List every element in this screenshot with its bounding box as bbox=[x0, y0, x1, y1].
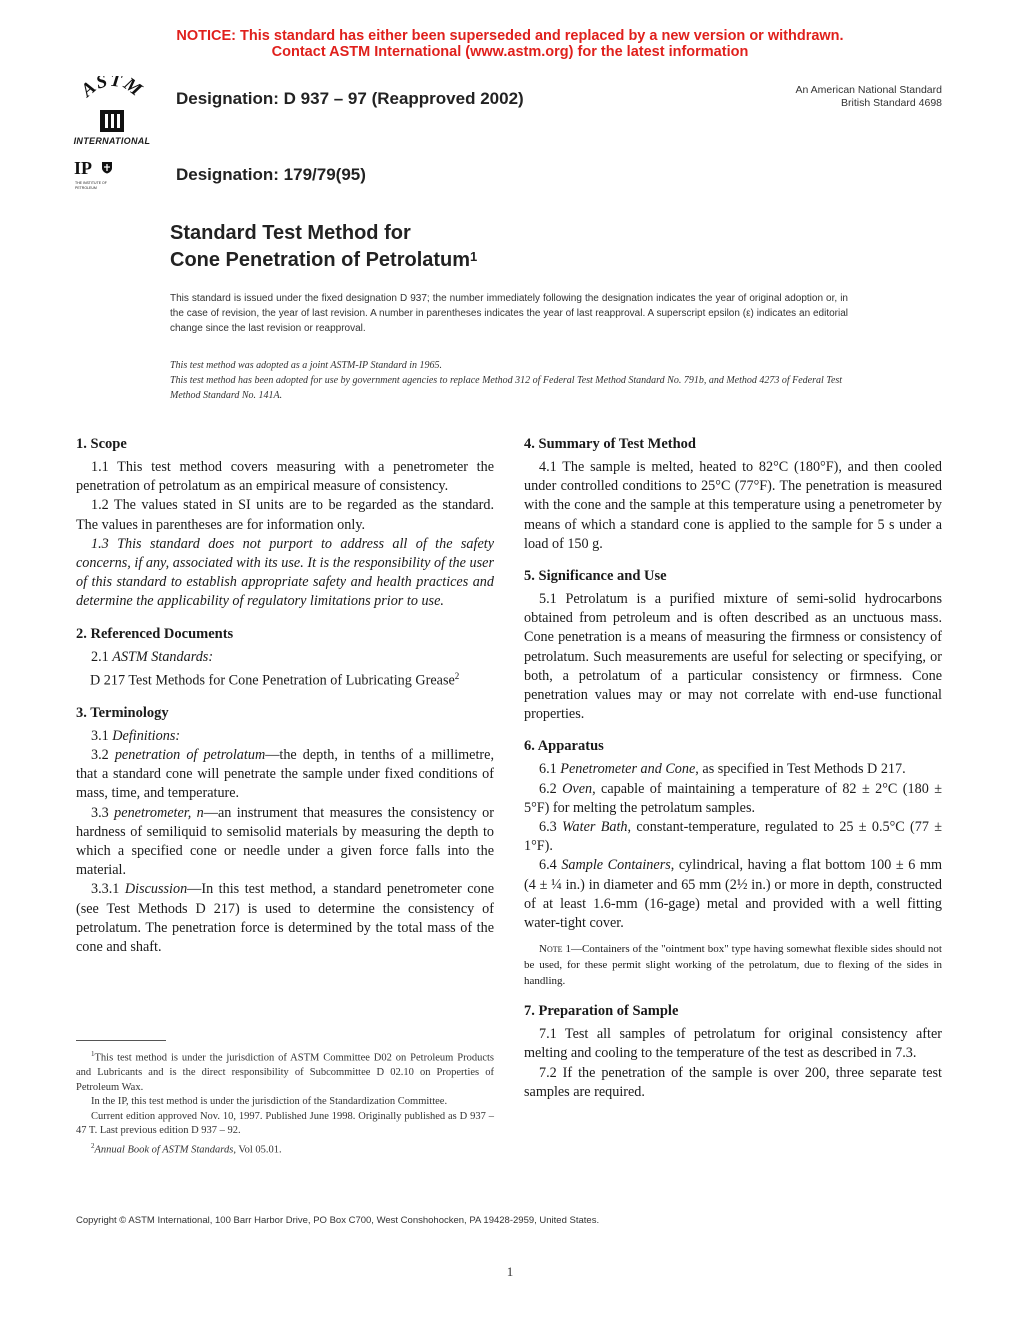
designation: Designation: D 937 – 97 (Reapproved 2002) bbox=[176, 89, 524, 108]
right-column bbox=[524, 434, 942, 1102]
para-6-3-text: , constant-temperature, regulated to 25 ± 0.5°C (77 ± 1°F). bbox=[524, 819, 943, 855]
notice-line-1: NOTICE: This standard has either been superseded and replaced by a new version or withdrawn. bbox=[176, 28, 844, 44]
para-3-3-1-term: Discussion bbox=[124, 881, 188, 898]
section-2-heading: 2. Referenced Documents bbox=[76, 625, 234, 642]
section-4-heading: 4. Summary of Test Method bbox=[524, 436, 696, 452]
footnote-rule bbox=[76, 1040, 166, 1041]
para-6-4-text: , cylindrical, having a flat bottom 100 ± 6 mm (4 ± ¼ in.) in diameter and 65 mm (2½ in.) or more in depth, constructed of at least 1.6-mm (16-gage) metal and provided with a well fitting water-tight cover. bbox=[524, 857, 943, 932]
para-1-2: 1.2 The values stated in SI units are to be regarded as the standard. The values in parentheses are for information only. bbox=[76, 497, 494, 533]
para-3-3 bbox=[76, 804, 494, 881]
para-6-1-text: , as specified in Test Methods D 217. bbox=[695, 761, 906, 778]
ref-d217-text: D 217 Test Methods for Cone Penetration of Lubricating Grease bbox=[90, 672, 455, 689]
para-7-1: 7.1 Test all samples of petrolatum for original consistency after melting and cooling to the temperature of the test as described in 7.3. bbox=[524, 1026, 942, 1062]
para-3-3-1-text: —In this test method, a standard penetrometer cone (see Test Methods D 217) is used to determine the consistency of petrolatum. The penetration force is determined by the total mass of the cone and shaft. bbox=[76, 881, 495, 955]
adoption-note bbox=[170, 358, 848, 403]
para-3-3-1 bbox=[76, 880, 494, 957]
section-3-heading: 3. Terminology bbox=[76, 704, 169, 721]
para-6-1-term: Penetrometer and Cone bbox=[560, 761, 696, 778]
section-1-heading: 1. Scope bbox=[76, 436, 127, 452]
para-3-1-label: Definitions: bbox=[112, 727, 181, 744]
para-3-2-term: penetration of petrolatum bbox=[114, 746, 266, 763]
para-3-3-text: —an instrument that measures the consistency or hardness of semiliquid to semisolid materials by measuring the depth to which a specified cone or needle under a given force falls into the material. bbox=[76, 804, 495, 879]
para-6-3-num: 6.3 bbox=[539, 819, 557, 836]
para-7-2: 7.2 If the penetration of the sample is over 200, three separate test samples are required. bbox=[524, 1064, 942, 1100]
para-4-1: 4.1 The sample is melted, heated to 82°C (180°F), and then cooled under controlled conditions to 25°C (77°F). The penetration is measured with the cone and the sample at this temperature using a penetrometer by means of which a standard cone is applied to the sample for 5 s under a load of 150 g. bbox=[524, 459, 942, 552]
para-2-1-num: 2.1 bbox=[91, 648, 109, 665]
footnote-2 bbox=[76, 1139, 494, 1158]
para-3-1 bbox=[76, 727, 494, 746]
ip-logo-text: IP bbox=[74, 158, 92, 178]
footnote-1b: In the IP, this test method is under the jurisdiction of the Standardization Committee. bbox=[91, 1096, 448, 1107]
ip-designation: Designation: 179/79(95) bbox=[176, 165, 366, 184]
para-1-3: 1.3 This standard does not purport to address all of the safety concerns, if any, associated with its use. It is the responsibility of the user of this standard to establish appropriate safety and health practices and determine the applicability of regulatory limitations prior to use. bbox=[76, 535, 494, 610]
adoption-line-1: This test method was adopted as a joint ASTM-IP Standard in 1965. bbox=[170, 360, 443, 371]
supersession-notice bbox=[0, 28, 1020, 60]
para-3-2-num: 3.2 bbox=[91, 746, 109, 763]
para-6-4-term: Sample Containers bbox=[561, 857, 671, 874]
footnote-1-mark: 1 bbox=[91, 1050, 95, 1058]
para-2-1-label: ASTM Standards: bbox=[112, 648, 214, 665]
section-5-heading: 5. Significance and Use bbox=[524, 568, 667, 585]
astm-logo-caption: INTERNATIONAL bbox=[73, 136, 151, 146]
para-3-2 bbox=[76, 746, 494, 804]
footnote-1c: Current edition approved Nov. 10, 1997. Published June 1998. Originally published as D 937 – 47 T. Last previous edition D 937 – 92. bbox=[76, 1110, 494, 1136]
american-national-standard: An American National Standard bbox=[795, 84, 942, 96]
para-3-3-1-num: 3.3.1 bbox=[91, 881, 120, 898]
para-1-1: 1.1 This test method covers measuring with a penetrometer the penetration of petrolatum as an empirical measure of consistency. bbox=[76, 459, 494, 495]
title-line-1: Standard Test Method for bbox=[170, 222, 411, 244]
footnotes bbox=[76, 1047, 494, 1158]
para-5-1: 5.1 Petrolatum is a purified mixture of semi-solid hydrocarbons obtained from petroleum and is often described as an unctuous mass. Cone penetration is a means of measuring the firmness or consistency of petrolatum. Such measurements are useful for selecting or specifying, or both, a petrolatum of a particular consistency or firmness. Cone penetration values may or may not correlate with end-use functional properties. bbox=[524, 591, 942, 723]
british-standard: British Standard 4698 bbox=[841, 97, 942, 109]
footnote-2-mark: 2 bbox=[91, 1141, 95, 1150]
para-6-2 bbox=[524, 780, 942, 818]
ip-logo-caption: THE INSTITUTE OF PETROLEUM bbox=[75, 181, 107, 190]
footnote-1-text: This test method is under the jurisdiction of ASTM Committee D02 on Petroleum Products and Lubricants and is the direct responsibility of Subcommittee D 02.10 on Properties of Petroleum Wax. bbox=[76, 1052, 494, 1093]
page-number: 1 bbox=[506, 1264, 514, 1279]
para-3-1-num: 3.1 bbox=[91, 727, 109, 744]
ip-logo bbox=[74, 158, 118, 194]
note-1-label: Note 1 bbox=[539, 943, 571, 956]
note-1-text: —Containers of the "ointment box" type having somewhat flexible sides should not be used, for these permit slight working of the petrolatum, due to flexing of the sides in handling. bbox=[524, 943, 942, 988]
para-6-4-num: 6.4 bbox=[539, 857, 557, 874]
para-6-3-term: Water Bath bbox=[562, 819, 628, 836]
left-column bbox=[76, 434, 494, 957]
section-6-heading: 6. Apparatus bbox=[524, 738, 604, 755]
para-6-1 bbox=[524, 760, 942, 779]
para-3-3-term: penetrometer, n bbox=[114, 804, 204, 821]
adoption-line-2: This test method has been adopted for use by government agencies to replace Method 312 of Federal Test Method Standard No. 791b, and Method 4273 of Federal Test Method Standard No. 141A. bbox=[170, 375, 843, 401]
para-6-2-text: , capable of maintaining a temperature of 82 ± 2°C (180 ± 5°F) for melting the petrolatum samples. bbox=[524, 780, 943, 816]
title-line-2-text: Cone Penetration of Petrolatum bbox=[170, 249, 471, 271]
title-footnote-mark: 1 bbox=[470, 249, 478, 264]
national-standard-note bbox=[795, 84, 942, 110]
svg-text:ASTM: ASTM bbox=[77, 76, 147, 102]
footnote-2-italic: Annual Book of ASTM Standards bbox=[94, 1144, 234, 1155]
para-3-2-text: —the depth, in tenths of a millimetre, that a standard cone will penetrate the sample under fixed conditions of mass, time, and temperature. bbox=[76, 746, 494, 802]
footnote-1 bbox=[76, 1047, 494, 1095]
copyright: Copyright © ASTM International, 100 Barr Harbor Drive, PO Box C700, West Conshohocken, PA 19428-2959, United States. bbox=[76, 1215, 600, 1226]
ref-d217-mark: 2 bbox=[454, 670, 460, 681]
para-6-2-term: Oven bbox=[562, 780, 593, 797]
para-6-4 bbox=[524, 856, 942, 933]
para-6-2-num: 6.2 bbox=[539, 780, 557, 797]
para-3-3-num: 3.3 bbox=[91, 804, 109, 821]
notice-line-2: Contact ASTM International (www.astm.org) for the latest information bbox=[271, 44, 749, 60]
issuance-statement: This standard is issued under the fixed designation D 937; the number immediately following the designation indicates the year of original adoption or, in the case of revision, the year of last revision. A number in parentheses indicates the year of last reapproval. A superscript epsilon (ε) indicates an editorial change since the last revision or reapproval. bbox=[170, 293, 848, 334]
para-6-1-num: 6.1 bbox=[539, 761, 557, 778]
note-1 bbox=[524, 941, 942, 989]
ip-shield-icon bbox=[101, 161, 113, 174]
ref-d217 bbox=[76, 667, 494, 691]
para-6-3 bbox=[524, 818, 942, 856]
astm-logo bbox=[64, 76, 160, 148]
para-2-1 bbox=[76, 648, 494, 667]
footnote-2-text: , Vol 05.01. bbox=[233, 1144, 282, 1155]
title-line-2 bbox=[170, 247, 477, 274]
section-7-heading: 7. Preparation of Sample bbox=[524, 1003, 679, 1020]
document-title bbox=[170, 220, 477, 274]
